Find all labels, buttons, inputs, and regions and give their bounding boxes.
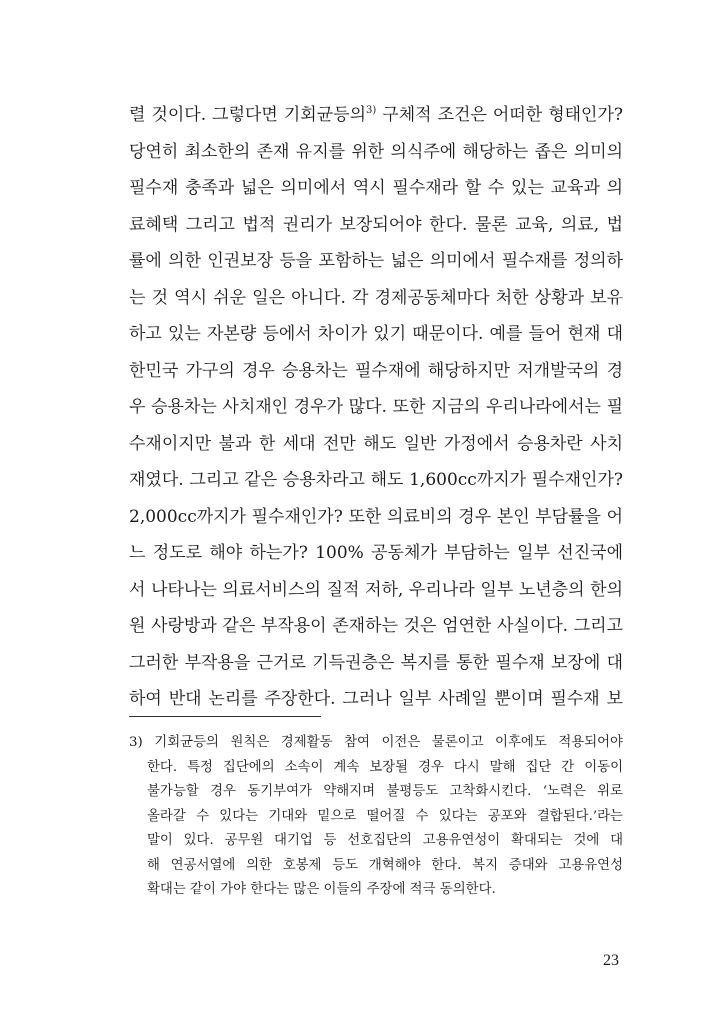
footnote-line: 해 연공서열에 의한 호봉제 등도 개혁해야 한다. 복지 증대와 고용유연성 <box>147 857 623 873</box>
body-line: 재였다. 그리고 같은 승용차라고 해도 1,600cc까지가 필수재인가? <box>129 470 623 490</box>
footnote-reference[interactable]: 3) <box>366 105 377 116</box>
body-line: 우 승용차는 사치재인 경우가 많다. 또한 지금의 우리나라에서는 필 <box>129 397 623 417</box>
body-line: 하여 반대 논리를 주장한다. 그러나 일부 사례일 뿐이며 필수재 보 <box>129 689 623 709</box>
page-number: 23 <box>603 952 619 969</box>
body-line-text: 구체적 조건은 어떠한 형태인가? <box>376 105 623 125</box>
body-line: 는 것 역시 쉬운 일은 아니다. 각 경제공동체마다 처한 상황과 보유 <box>129 287 623 308</box>
body-line: 서 나타나는 의료서비스의 질적 저하, 우리나라 일부 노년층의 한의 <box>129 579 623 600</box>
footnote-line: 올라갈 수 있다는 기대와 밑으로 떨어질 수 있다는 공포와 결합된다.’라는 <box>147 808 623 824</box>
footnote-line: 3) 기회균등의 원칙은 경제활동 참여 이전은 물론이고 이후에도 적용되어야 <box>129 735 623 750</box>
body-line: 수재이지만 불과 한 세대 전만 해도 일반 가정에서 승용차란 사치 <box>129 433 623 454</box>
body-line: 2,000cc까지가 필수재인가? 또한 의료비의 경우 본인 부담률을 어 <box>129 506 623 527</box>
body-line-text: 렬 것이다. 그렇다면 기회균등의 <box>129 105 366 125</box>
body-text <box>129 97 623 718</box>
footnote-line: 말이 있다. 공무원 대기업 등 선호집단의 고용유연성이 확대되는 것에 대 <box>147 833 623 848</box>
footnote-divider <box>129 716 321 717</box>
footnote <box>129 731 623 903</box>
body-line: 률에 의한 인권보장 등을 포함하는 넓은 의미에서 필수재를 정의하 <box>129 251 623 271</box>
body-line: 한민국 가구의 경우 승용차는 필수재에 해당하지만 저개발국의 경 <box>129 360 623 381</box>
body-line <box>129 97 623 134</box>
body-line: 필수재 충족과 넓은 의미에서 역시 필수재라 할 수 있는 교육과 의 <box>129 178 623 198</box>
body-line: 료혜택 그리고 법적 권리가 보장되어야 한다. 물론 교육, 의료, 법 <box>129 214 623 235</box>
body-line: 그러한 부작용을 근거로 기득권층은 복지를 통한 필수재 보장에 대 <box>129 652 623 673</box>
footnote-line: 불가능할 경우 동기부여가 약해지며 불평등도 고착화시킨다. ‘노력은 위로 <box>147 784 623 799</box>
footnote-line: 확대는 같이 가야 한다는 많은 이들의 주장에 적극 동의한다. <box>147 882 496 897</box>
body-line: 하고 있는 자본량 등에서 차이가 있기 때문이다. 예를 들어 현재 대 <box>129 324 623 344</box>
footnote-line: 한다. 특정 집단에의 소속이 계속 보장될 경우 다시 말해 집단 간 이동이 <box>147 759 623 775</box>
body-line: 원 사랑방과 같은 부작용이 존재하는 것은 엄연한 사실이다. 그리고 <box>129 616 623 636</box>
body-line: 느 정도로 해야 하는가? 100% 공동체가 부담하는 일부 선진국에 <box>129 543 623 563</box>
body-line: 당연히 최소한의 존재 유지를 위한 의식주에 해당하는 좁은 의미의 <box>129 141 623 162</box>
